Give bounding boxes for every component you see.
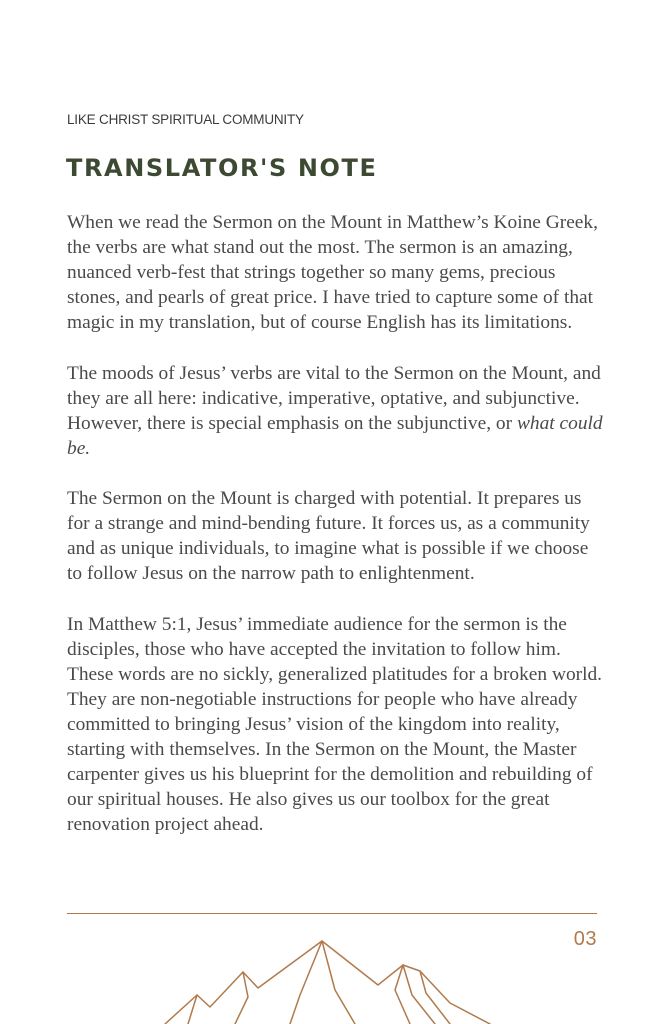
paragraph-text: The moods of Jesus’ verbs are vital to the Sermon on the Mount, and they are all here: indicative, imperative, optative, and subjunctive. However, there is special emphasis on the subjunctive, or	[67, 362, 601, 434]
mountains-icon	[150, 935, 510, 1024]
community-name: LIKE CHRIST SPIRITUAL COMMUNITY	[67, 112, 304, 127]
paragraph: The Sermon on the Mount is charged with potential. It prepares us for a strange and mind-bending future. It forces us, as a community and as unique individuals, to imagine what is possible if we choose to follow Jesus on the narrow path to enlightenment.	[67, 488, 590, 585]
paragraph	[67, 361, 607, 461]
body-text	[67, 210, 607, 837]
page-title: TRANSLATOR'S NOTE	[66, 154, 378, 182]
footer-divider	[67, 913, 597, 914]
paragraph: In Matthew 5:1, Jesus’ immediate audience for the sermon is the disciples, those who have accepted the invitation to follow him. These words are no sickly, generalized platitudes for a broken world. They are non-negotiable instructions for people who have already committed to bringing Jesus’ vision of the kingdom into reality, starting with themselves. In the Sermon on the Mount, the Master carpenter gives us his blueprint for the demolition and rebuilding of our spiritual houses. He also gives us our toolbox for the great renovation project ahead.	[67, 613, 603, 836]
page-number: 03	[573, 928, 597, 950]
paragraph: When we read the Sermon on the Mount in Matthew’s Koine Greek, the verbs are what stand out the most. The sermon is an amazing, nuanced verb-fest that strings together so many gems, precious stones, and pearls of great price. I have tried to capture some of that magic in my translation, but of course English has its limitations.	[67, 212, 598, 334]
emphasis-text: what could be.	[67, 412, 603, 459]
